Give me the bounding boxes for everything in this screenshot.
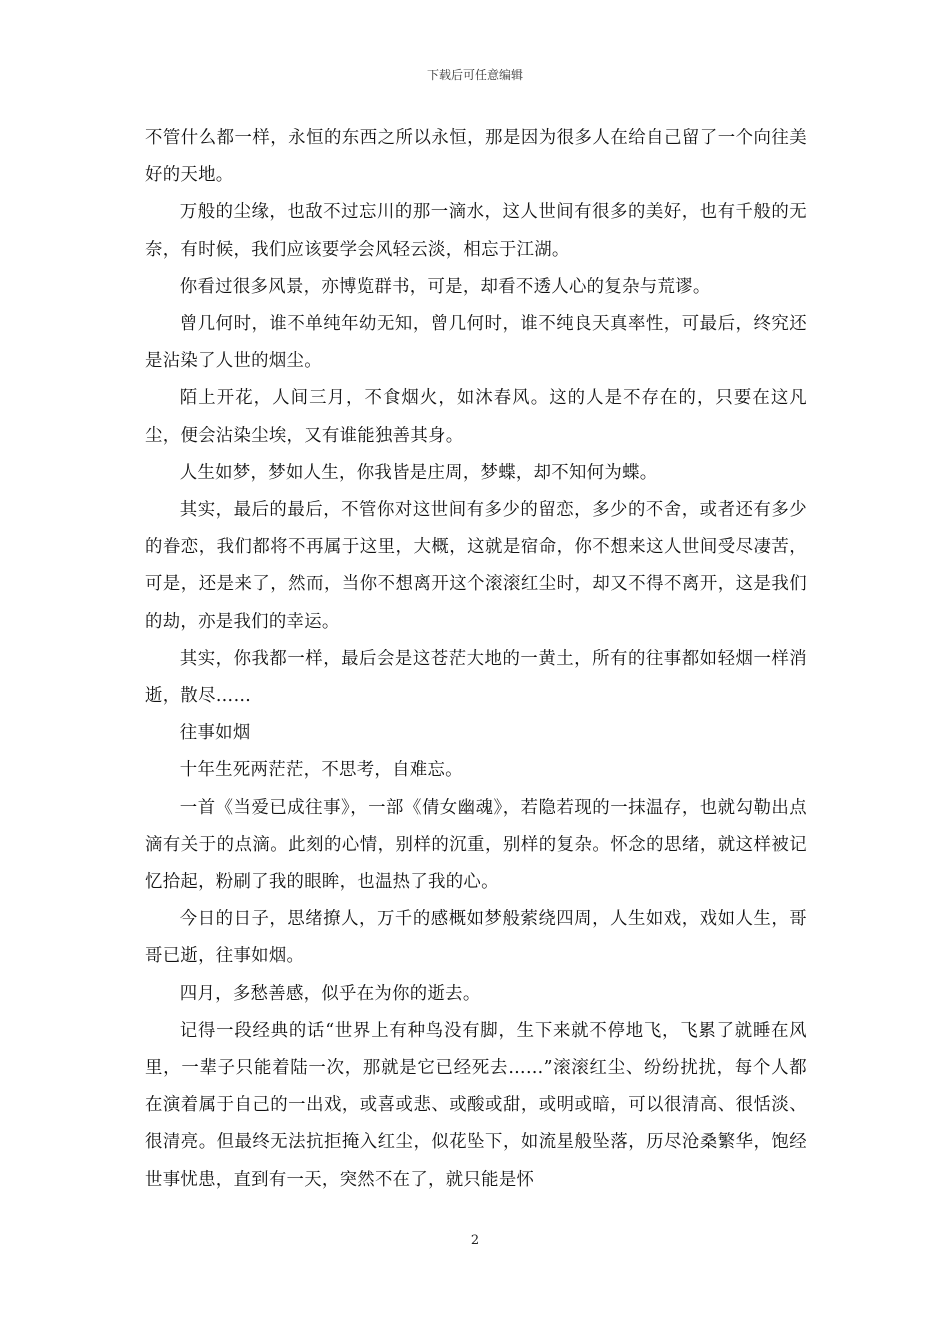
paragraph: 你看过很多风景，亦博览群书，可是，却看不透人心的复杂与荒谬。 [179, 276, 711, 297]
paragraph: 人生如梦，梦如人生，你我皆是庄周，梦蝶，却不知何为蝶。 [179, 462, 658, 483]
paragraph: 曾几何时，谁不单纯年幼无知，曾几何时，谁不纯良天真率性，可最后，终究还是沾染了人世的烟尘。 [145, 314, 807, 372]
paragraph: 一首《当爱已成往事》，一部《倩女幽魂》，若隐若现的一抹温存，也就勾勒出点滴有关于的点滴。此刻的心情，别样的沉重，别样的复杂。怀念的思绪，就这样被记忆拾起，粉刷了我的眼眸，也温热了我的心。 [145, 797, 807, 893]
paragraph: 陌上开花，人间三月，不食烟火，如沐春风。这的人是不存在的，只要在这凡尘，便会沾染尘埃，又有谁能独善其身。 [145, 388, 807, 446]
paragraph: 记得一段经典的话“世界上有种鸟没有脚，生下来就不停地飞，飞累了就睡在风里，一辈子只能着陆一次，那就是它已经死去……”滚滚红尘、纷纷扰扰，每个人都在演着属于自己的一出戏，或喜或悲、或酸或甜，或明或暗，可以很清高、很恬淡、很清亮。但最终无法抗拒掩入红尘，似花坠下，如流星般坠落，历尽沧桑繁华，饱经世事忧患，直到有一天，突然不在了，就只能是怀 [145, 1020, 807, 1190]
document-body [145, 120, 807, 1199]
paragraph: 其实，你我都一样，最后会是这苍茫大地的一黄土，所有的往事都如轻烟一样消逝，散尽…… [145, 648, 807, 707]
paragraph: 不管什么都一样，永恒的东西之所以永恒，那是因为很多人在给自己留了一个向往美好的天地。 [145, 128, 807, 186]
page-header: 下载后可任意编辑 [426, 68, 523, 82]
paragraph: 万般的尘缘，也敌不过忘川的那一滴水，这人世间有很多的美好，也有千般的无奈，有时候，我们应该要学会风轻云淡，相忘于江湖。 [145, 202, 807, 260]
paragraph: 今日的日子，思绪撩人，万千的感概如梦般萦绕四周，人生如戏，戏如人生，哥哥已逝，往事如烟。 [145, 909, 807, 967]
section-title: 往事如烟 [179, 723, 251, 744]
paragraph: 十年生死两茫茫，不思考，自难忘。 [179, 760, 463, 781]
paragraph: 四月，多愁善感，似乎在为你的逝去。 [179, 983, 481, 1004]
paragraph: 其实，最后的最后，不管你对这世间有多少的留恋，多少的不舍，或者还有多少的眷恋，我们都将不再属于这里，大概，这就是宿命，你不想来这人世间受尽凄苦，可是，还是来了，然而，当你不想离开这个滚滚红尘时，却又不得不离开，这是我们的劫，亦是我们的幸运。 [145, 500, 807, 632]
page-number: 2 [470, 1233, 480, 1248]
